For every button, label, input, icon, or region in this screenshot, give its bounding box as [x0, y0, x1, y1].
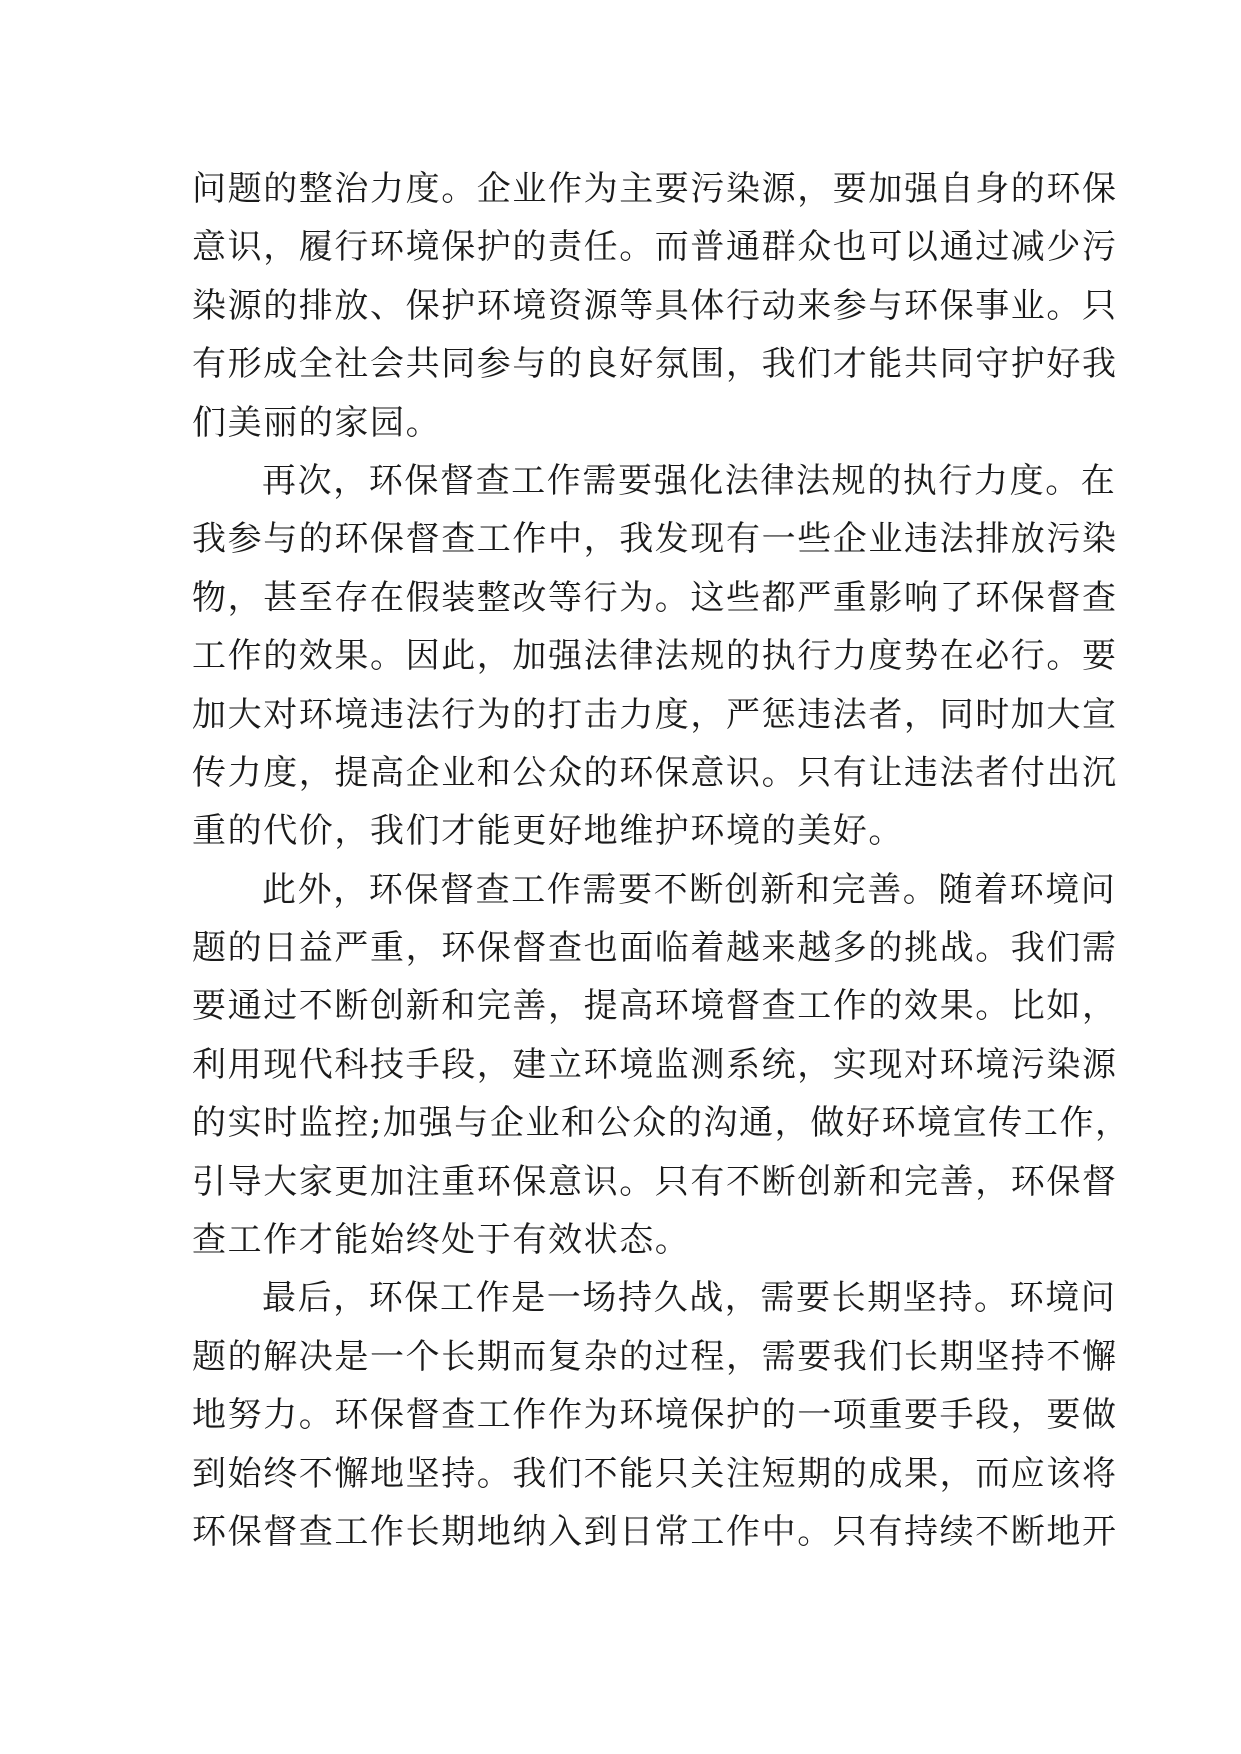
text-line: 我参与的环保督查工作中，我发现有一些企业违法排放污染 — [192, 519, 1118, 560]
text-line: 们美丽的家园。 — [192, 402, 442, 443]
text-line: 意识，履行环境保护的责任。而普通群众也可以通过减少污 — [192, 227, 1118, 268]
paragraph-first-line: 最后，环保工作是一场持久战，需要长期坚持。环境问 — [262, 1278, 1117, 1319]
body-text — [192, 160, 1131, 1561]
text-line: 问题的整治力度。企业作为主要污染源，要加强自身的环保 — [192, 169, 1118, 209]
text-line: 工作的效果。因此，加强法律法规的执行力度势在必行。要 — [192, 636, 1118, 677]
text-line: 地努力。环保督查工作作为环境保护的一项重要手段，要做 — [192, 1395, 1118, 1436]
text-line: 引导大家更加注重环保意识。只有不断创新和完善，环保督 — [192, 1161, 1118, 1202]
text-line: 有形成全社会共同参与的良好氛围，我们才能共同守护好我 — [192, 344, 1118, 385]
text-line: 题的日益严重，环保督查也面临着越来越多的挑战。我们需 — [192, 928, 1118, 969]
text-line: 查工作才能始终处于有效状态。 — [192, 1220, 691, 1261]
text-line: 要通过不断创新和完善，提高环境督查工作的效果。比如， — [192, 986, 1118, 1027]
paragraph-first-line: 此外，环保督查工作需要不断创新和完善。随着环境问 — [262, 869, 1117, 910]
text-line: 题的解决是一个长期而复杂的过程，需要我们长期坚持不懈 — [192, 1336, 1118, 1377]
text-line: 加大对环境违法行为的打击力度，严惩违法者，同时加大宣 — [192, 694, 1118, 735]
text-line: 重的代价，我们才能更好地维护环境的美好。 — [192, 811, 904, 852]
text-line: 的实时监控;加强与企业和公众的沟通，做好环境宣传工作， — [192, 1103, 1131, 1144]
text-line: 环保督查工作长期地纳入到日常工作中。只有持续不断地开 — [192, 1511, 1118, 1552]
text-line: 传力度，提高企业和公众的环保意识。只有让违法者付出沉 — [192, 752, 1118, 793]
text-line: 到始终不懈地坚持。我们不能只关注短期的成果，而应该将 — [192, 1453, 1118, 1494]
text-line: 利用现代科技手段，建立环境监测系统，实现对环境污染源 — [192, 1044, 1118, 1085]
text-line: 染源的排放、保护环境资源等具体行动来参与环保事业。只 — [192, 285, 1118, 326]
paragraph-first-line: 再次，环保督查工作需要强化法律法规的执行力度。在 — [262, 460, 1117, 501]
text-line: 物，甚至存在假装整改等行为。这些都严重影响了环保督查 — [192, 577, 1118, 618]
